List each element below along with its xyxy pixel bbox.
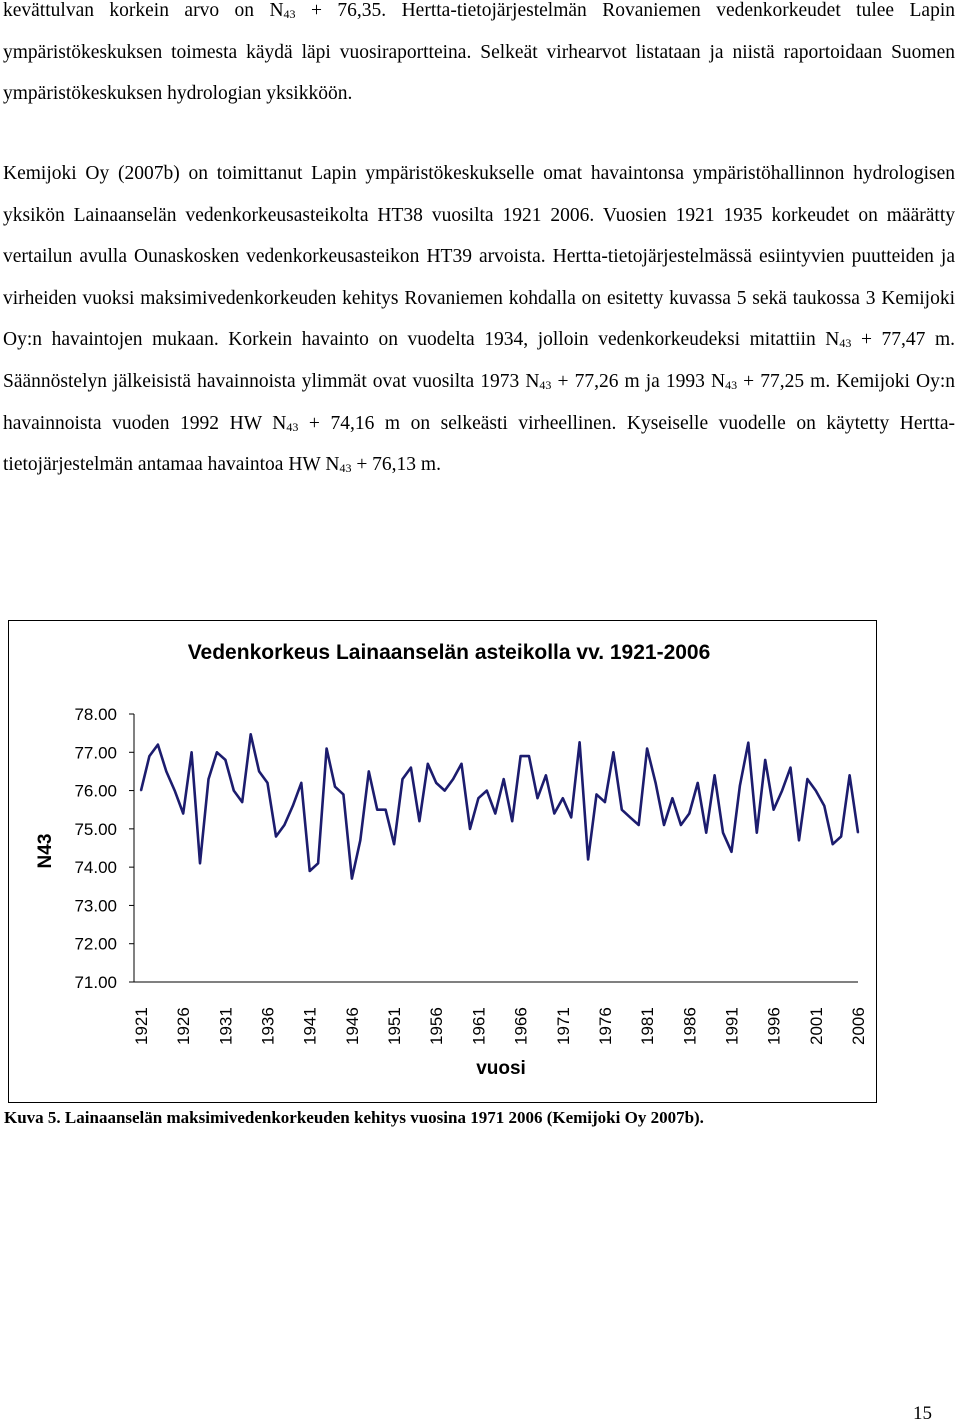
- data-point: [452, 778, 454, 780]
- x-tick-label: 1931: [216, 1007, 236, 1045]
- data-point: [309, 870, 311, 872]
- water-level-chart: [9, 621, 878, 1104]
- data-point: [764, 759, 766, 761]
- data-point: [503, 778, 505, 780]
- data-point: [469, 828, 471, 830]
- data-point: [756, 832, 758, 834]
- data-point: [402, 778, 404, 780]
- data-point: [537, 797, 539, 799]
- y-tick-label: 73.00: [74, 896, 117, 916]
- data-point: [225, 759, 227, 761]
- x-tick-label: 1946: [342, 1007, 362, 1045]
- x-tick-label: 1926: [174, 1007, 194, 1045]
- paragraph-2: Kemijoki Oy (2007b) on toimittanut Lapin ympäristökeskukselle omat havaintonsa ympäristöhallinnon hydrologisen yksikön Lainaanselän vedenkorkeusasteikolta HT38 vuosilta 1921 2006. Vuosien 1921 1935 korkeudet on määrätty vertailun avulla Ounaskosken vedenkorkeusasteikon HT39 arvoista. Hertta-tietojärjestelmässä esiintyvien puutteiden ja virheiden vuoksi maksimivedenkorkeuden kehitys Rovaniemen kohdalla on esitetty kuvassa 5 sekä taukossa 3 Kemijoki Oy:n havaintojen mukaan. Korkein havainto on vuodelta 1934, jolloin vedenkorkeudeksi mitattiin $N_{43} + 77,47$ m. Säännöstelyn jälkeisistä havainnoista ylimmät ovat vuosilta 1973 $N_{43} + 77,26$ m ja 1993 $N_{43} + 77,25$ m. Kemijoki Oy:n havainnoista vuoden 1992 HW $N_{43} + 74,16$ m on selkeästi virheellinen. Kyseiselle vuodelle on käytetty Hertta-tietojärjestelmän antamaa havaintoa HW $N_{43} + 76,13$ m.: [3, 163, 956, 476]
- data-point: [689, 813, 691, 815]
- data-point: [292, 805, 294, 807]
- data-point: [326, 748, 328, 750]
- y-tick-label: 76.00: [74, 781, 117, 801]
- data-point: [714, 775, 716, 777]
- x-tick-label: 2001: [806, 1007, 826, 1045]
- data-point: [579, 742, 581, 744]
- data-point: [613, 752, 615, 754]
- data-point: [410, 767, 412, 769]
- data-point: [385, 809, 387, 811]
- data-point: [495, 813, 497, 815]
- data-point: [258, 771, 260, 773]
- data-point: [511, 820, 513, 822]
- data-point: [824, 805, 826, 807]
- data-point: [739, 785, 741, 787]
- data-point: [663, 824, 665, 826]
- data-point: [697, 782, 699, 784]
- x-tick-label: 1936: [258, 1007, 278, 1045]
- data-point: [343, 794, 345, 796]
- data-point: [334, 786, 336, 788]
- data-point: [275, 836, 277, 838]
- data-point: [478, 797, 480, 799]
- x-tick-label: 1991: [722, 1007, 742, 1045]
- data-point: [427, 763, 429, 765]
- data-point: [604, 801, 606, 803]
- data-point: [267, 782, 269, 784]
- data-point: [528, 755, 530, 757]
- paragraph-1: kevättulvan korkein arvo on $N_{43} + 76,35$. Hertta-tietojärjestelmän Rovaniemen vedenkorkeudet tulee Lapin ympäristökeskuksen toimesta käydä läpi vuosiraportteina. Selkeät virhearvot listataan ja niistä raportoidaan Suomen ympäristökeskuksen hydrologian yksikköön.: [3, 0, 955, 105]
- data-point: [250, 734, 252, 736]
- x-tick-label: 1921: [132, 1007, 151, 1045]
- data-point: [216, 752, 218, 754]
- series-line-group: [140, 734, 859, 880]
- data-point: [461, 763, 463, 765]
- data-point: [815, 790, 817, 792]
- x-tick-label: 1966: [511, 1007, 531, 1045]
- data-point: [857, 832, 859, 834]
- data-point: [646, 748, 648, 750]
- data-point: [638, 824, 640, 826]
- data-point: [174, 790, 176, 792]
- y-tick-label: 77.00: [74, 743, 117, 763]
- y-axis-label: N43: [35, 833, 56, 869]
- data-point: [149, 755, 151, 757]
- x-tick-label: 1951: [385, 1007, 405, 1045]
- data-point: [199, 863, 201, 865]
- chart-container: [8, 620, 877, 1103]
- x-axis-label: vuosi: [476, 1058, 526, 1079]
- data-point: [570, 817, 572, 819]
- data-point: [301, 782, 303, 784]
- data-point: [596, 794, 598, 796]
- data-point: [360, 840, 362, 842]
- data-point: [731, 851, 733, 853]
- x-tick-label: 1986: [680, 1007, 700, 1045]
- x-tick-label: 1981: [638, 1007, 658, 1045]
- data-point: [208, 778, 210, 780]
- data-point: [166, 771, 168, 773]
- y-axis: [74, 705, 134, 992]
- y-tick-label: 72.00: [74, 934, 117, 954]
- data-point: [840, 836, 842, 838]
- data-point: [182, 813, 184, 815]
- data-point: [781, 790, 783, 792]
- x-axis: [132, 982, 868, 1045]
- x-tick-label: 1941: [300, 1007, 320, 1045]
- data-point: [444, 790, 446, 792]
- data-point: [140, 790, 142, 792]
- y-tick-label: 74.00: [74, 858, 117, 878]
- data-point: [621, 809, 623, 811]
- data-point: [655, 782, 657, 784]
- data-point: [807, 778, 809, 780]
- data-point: [722, 832, 724, 834]
- data-point: [554, 813, 556, 815]
- series-line: [141, 734, 858, 878]
- data-point: [351, 878, 353, 880]
- data-point: [419, 820, 421, 822]
- data-point: [520, 755, 522, 757]
- data-point: [587, 859, 589, 861]
- y-tick-label: 71.00: [74, 973, 117, 992]
- data-point: [191, 752, 193, 754]
- data-point: [241, 801, 243, 803]
- data-point: [705, 832, 707, 834]
- data-point: [233, 790, 235, 792]
- figure-caption: Kuva 5. Lainaanselän maksimivedenkorkeuden kehitys vuosina 1971 2006 (Kemijoki Oy 2007b).: [4, 1108, 704, 1127]
- data-point: [284, 824, 286, 826]
- data-point: [562, 797, 564, 799]
- y-tick-label: 75.00: [74, 819, 117, 839]
- data-point: [680, 824, 682, 826]
- x-tick-label: 2006: [849, 1007, 868, 1045]
- x-tick-label: 1996: [764, 1007, 784, 1045]
- data-point: [629, 817, 631, 819]
- data-point: [157, 744, 159, 746]
- data-point: [486, 790, 488, 792]
- data-point: [672, 797, 674, 799]
- y-tick-label: 78.00: [74, 705, 117, 724]
- data-point: [376, 809, 378, 811]
- data-point: [317, 863, 319, 865]
- data-point: [798, 840, 800, 842]
- data-point: [545, 775, 547, 777]
- data-point: [832, 843, 834, 845]
- x-tick-label: 1956: [427, 1007, 447, 1045]
- data-point: [773, 809, 775, 811]
- x-tick-label: 1961: [469, 1007, 489, 1045]
- data-point: [849, 775, 851, 777]
- data-point: [748, 742, 750, 744]
- data-point: [435, 782, 437, 784]
- data-point: [393, 843, 395, 845]
- data-point: [790, 767, 792, 769]
- x-tick-label: 1976: [595, 1007, 615, 1045]
- page-number: 15: [913, 1403, 932, 1424]
- chart-title: Vedenkorkeus Lainaanselän asteikolla vv. 1921-2006: [187, 641, 711, 664]
- data-point: [368, 771, 370, 773]
- x-tick-label: 1971: [553, 1007, 573, 1045]
